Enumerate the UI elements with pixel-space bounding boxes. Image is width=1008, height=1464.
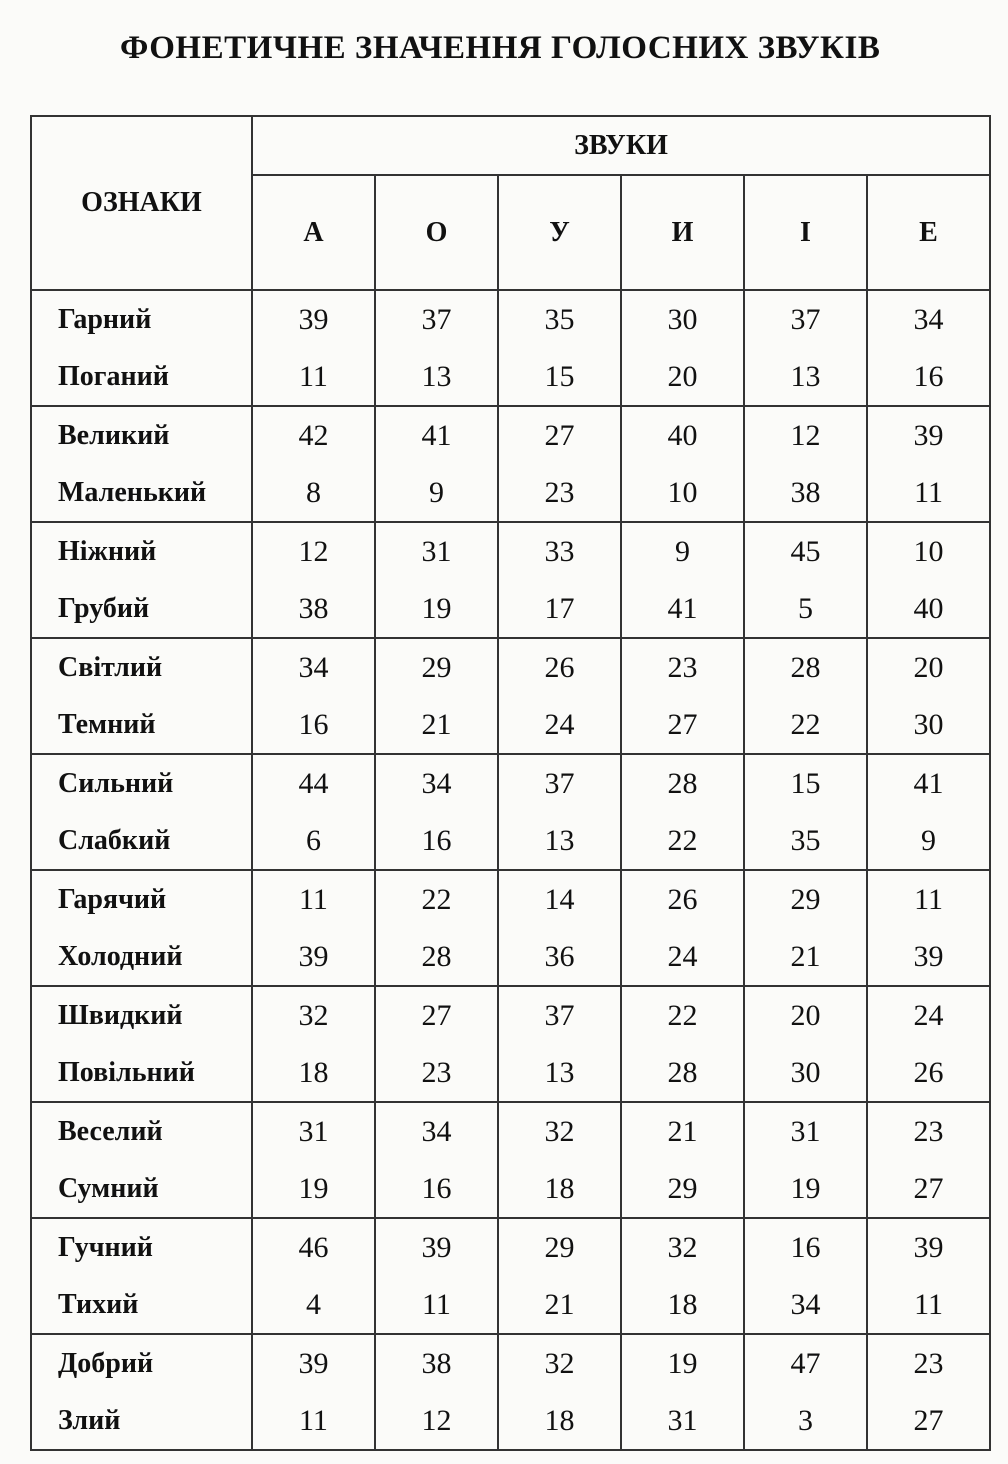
value: 41 — [667, 592, 698, 625]
feature-label: Гучний — [58, 1232, 153, 1263]
value: 29 — [421, 651, 452, 684]
value: 11 — [914, 1288, 943, 1321]
value: 23 — [421, 1056, 452, 1089]
value-pair-cell — [375, 1218, 498, 1334]
value: 6 — [306, 824, 321, 857]
value: 27 — [913, 1172, 944, 1205]
feature-pair-cell — [31, 986, 252, 1102]
value-pair-cell — [621, 1218, 744, 1334]
value-pair-cell — [621, 638, 744, 754]
value-pair-cell — [621, 986, 744, 1102]
feature-label: Слабкий — [58, 825, 171, 856]
value-pair-cell — [744, 870, 867, 986]
value-pair-cell — [252, 870, 375, 986]
value: 47 — [790, 1347, 821, 1380]
value: 12 — [421, 1404, 452, 1437]
value-pair-cell — [744, 986, 867, 1102]
value: 13 — [544, 824, 575, 857]
value: 16 — [421, 1172, 452, 1205]
value-pair-cell — [744, 1218, 867, 1334]
value: 24 — [667, 940, 698, 973]
value-pair-cell — [375, 870, 498, 986]
value: 13 — [544, 1056, 575, 1089]
value: 31 — [421, 535, 452, 568]
value: 26 — [667, 883, 698, 916]
value: 22 — [790, 708, 821, 741]
value: 34 — [913, 303, 944, 336]
value-pair-cell — [498, 1102, 621, 1218]
value: 12 — [298, 535, 329, 568]
feature-label: Тихий — [58, 1289, 139, 1320]
value-pair-cell — [744, 406, 867, 522]
value-pair-cell — [252, 1218, 375, 1334]
value: 21 — [667, 1115, 698, 1148]
value-pair-cell — [867, 1334, 990, 1450]
value: 29 — [790, 883, 821, 916]
value-pair-cell — [621, 870, 744, 986]
value: 14 — [544, 883, 575, 916]
feature-label: Добрий — [58, 1348, 154, 1379]
value: 16 — [421, 824, 452, 857]
value-pair-cell — [621, 406, 744, 522]
value-pair-cell — [375, 1102, 498, 1218]
value: 21 — [421, 708, 452, 741]
value: 39 — [421, 1231, 452, 1264]
feature-pair-cell — [31, 522, 252, 638]
feature-label: Великий — [58, 420, 170, 451]
feature-label: Гарячий — [58, 884, 167, 915]
value-pair-cell — [498, 870, 621, 986]
value: 36 — [544, 940, 575, 973]
letter-header: І — [744, 175, 867, 290]
value: 33 — [544, 535, 575, 568]
value: 20 — [913, 651, 944, 684]
value: 18 — [544, 1404, 575, 1437]
value-pair-cell — [621, 1334, 744, 1450]
value-pair-cell — [621, 1102, 744, 1218]
feature-label: Маленький — [58, 477, 207, 508]
value: 16 — [913, 360, 944, 393]
value-pair-cell — [252, 986, 375, 1102]
value: 46 — [298, 1231, 329, 1264]
value: 5 — [798, 592, 813, 625]
value-pair-cell — [621, 754, 744, 870]
value-pair-cell — [375, 290, 498, 406]
value: 23 — [913, 1347, 944, 1380]
value: 29 — [544, 1231, 575, 1264]
value: 45 — [790, 535, 821, 568]
value: 28 — [667, 1056, 698, 1089]
value: 17 — [544, 592, 575, 625]
feature-label: Сильний — [58, 768, 174, 799]
value: 3 — [798, 1404, 813, 1437]
value-pair-cell — [498, 986, 621, 1102]
value-pair-cell — [744, 754, 867, 870]
value: 42 — [298, 419, 329, 452]
value: 37 — [421, 303, 452, 336]
feature-pair-cell — [31, 290, 252, 406]
value: 31 — [790, 1115, 821, 1148]
feature-label: Повільний — [58, 1057, 195, 1088]
value-pair-cell — [375, 638, 498, 754]
feature-pair-cell — [31, 1334, 252, 1450]
table-row — [31, 1218, 990, 1334]
features-header: ОЗНАКИ — [31, 116, 252, 290]
value-pair-cell — [252, 406, 375, 522]
feature-label: Світлий — [58, 652, 163, 683]
value-pair-cell — [867, 1102, 990, 1218]
feature-label: Веселий — [58, 1116, 163, 1147]
value-pair-cell — [252, 1102, 375, 1218]
value: 19 — [790, 1172, 821, 1205]
feature-label: Поганий — [58, 361, 169, 392]
letter-header: У — [498, 175, 621, 290]
value-pair-cell — [744, 1334, 867, 1450]
value-pair-cell — [498, 754, 621, 870]
value: 41 — [913, 767, 944, 800]
feature-label: Темний — [58, 709, 156, 740]
value: 35 — [544, 303, 575, 336]
feature-label: Швидкий — [58, 1000, 183, 1031]
value: 28 — [667, 767, 698, 800]
value-pair-cell — [744, 290, 867, 406]
value-pair-cell — [498, 1334, 621, 1450]
value: 18 — [544, 1172, 575, 1205]
value-pair-cell — [867, 870, 990, 986]
value: 32 — [544, 1347, 575, 1380]
value: 16 — [298, 708, 329, 741]
value: 21 — [544, 1288, 575, 1321]
value-pair-cell — [621, 522, 744, 638]
value-pair-cell — [744, 522, 867, 638]
value-pair-cell — [375, 1334, 498, 1450]
value: 23 — [544, 476, 575, 509]
value: 20 — [790, 999, 821, 1032]
value-pair-cell — [867, 290, 990, 406]
value: 15 — [790, 767, 821, 800]
value: 11 — [299, 360, 328, 393]
value: 37 — [544, 767, 575, 800]
value-pair-cell — [744, 638, 867, 754]
header-row-top — [31, 116, 990, 175]
value: 13 — [421, 360, 452, 393]
value: 32 — [298, 999, 329, 1032]
value: 27 — [913, 1404, 944, 1437]
value-pair-cell — [498, 1218, 621, 1334]
table-row — [31, 1102, 990, 1218]
feature-pair-cell — [31, 406, 252, 522]
value-pair-cell — [375, 754, 498, 870]
value: 18 — [667, 1288, 698, 1321]
value: 9 — [675, 535, 690, 568]
letter-header: И — [621, 175, 744, 290]
value-pair-cell — [252, 754, 375, 870]
value: 31 — [298, 1115, 329, 1148]
value: 21 — [790, 940, 821, 973]
value-pair-cell — [498, 290, 621, 406]
letter-header: А — [252, 175, 375, 290]
value: 9 — [429, 476, 444, 509]
value: 22 — [421, 883, 452, 916]
value: 34 — [421, 767, 452, 800]
sounds-header: ЗВУКИ — [252, 116, 990, 175]
value-pair-cell — [867, 986, 990, 1102]
table-row — [31, 522, 990, 638]
value-pair-cell — [621, 290, 744, 406]
value: 8 — [306, 476, 321, 509]
value: 23 — [667, 651, 698, 684]
value: 9 — [921, 824, 936, 857]
table-body — [31, 116, 990, 1450]
table-row — [31, 754, 990, 870]
value: 28 — [790, 651, 821, 684]
value: 22 — [667, 824, 698, 857]
value: 26 — [913, 1056, 944, 1089]
value: 32 — [667, 1231, 698, 1264]
value-pair-cell — [498, 522, 621, 638]
value: 32 — [544, 1115, 575, 1148]
feature-pair-cell — [31, 870, 252, 986]
value: 29 — [667, 1172, 698, 1205]
value: 23 — [913, 1115, 944, 1148]
value: 11 — [914, 476, 943, 509]
feature-label: Грубий — [58, 593, 150, 624]
value-pair-cell — [375, 406, 498, 522]
value: 34 — [298, 651, 329, 684]
feature-label: Злий — [58, 1405, 121, 1436]
value: 11 — [914, 883, 943, 916]
value: 11 — [299, 883, 328, 916]
value: 15 — [544, 360, 575, 393]
value-pair-cell — [375, 986, 498, 1102]
value: 20 — [667, 360, 698, 393]
table-row — [31, 290, 990, 406]
value: 18 — [298, 1056, 329, 1089]
value-pair-cell — [252, 290, 375, 406]
feature-label: Гарний — [58, 304, 152, 335]
value: 27 — [421, 999, 452, 1032]
value: 38 — [421, 1347, 452, 1380]
feature-label: Холодний — [58, 941, 183, 972]
value: 19 — [421, 592, 452, 625]
value: 19 — [667, 1347, 698, 1380]
feature-pair-cell — [31, 1218, 252, 1334]
value: 34 — [421, 1115, 452, 1148]
value: 28 — [421, 940, 452, 973]
value: 39 — [298, 940, 329, 973]
value-pair-cell — [252, 522, 375, 638]
feature-label: Ніжний — [58, 536, 157, 567]
value: 10 — [667, 476, 698, 509]
feature-label: Сумний — [58, 1173, 159, 1204]
value-pair-cell — [252, 638, 375, 754]
value: 30 — [667, 303, 698, 336]
value-pair-cell — [867, 638, 990, 754]
value: 30 — [913, 708, 944, 741]
value-pair-cell — [375, 522, 498, 638]
value: 4 — [306, 1288, 321, 1321]
value: 22 — [667, 999, 698, 1032]
value-pair-cell — [867, 522, 990, 638]
value-pair-cell — [252, 1334, 375, 1450]
letter-header: О — [375, 175, 498, 290]
value-pair-cell — [498, 406, 621, 522]
value: 39 — [913, 1231, 944, 1264]
value: 41 — [421, 419, 452, 452]
value: 11 — [299, 1404, 328, 1437]
value-pair-cell — [867, 754, 990, 870]
value: 27 — [667, 708, 698, 741]
value-pair-cell — [867, 1218, 990, 1334]
value: 13 — [790, 360, 821, 393]
value: 44 — [298, 767, 329, 800]
table-row — [31, 870, 990, 986]
value: 39 — [913, 419, 944, 452]
value: 35 — [790, 824, 821, 857]
page-title: ФОНЕТИЧНЕ ЗНАЧЕННЯ ГОЛОСНИХ ЗВУКІВ — [120, 30, 881, 66]
value: 38 — [790, 476, 821, 509]
value: 24 — [544, 708, 575, 741]
value: 11 — [422, 1288, 451, 1321]
value-pair-cell — [867, 406, 990, 522]
table-row — [31, 1334, 990, 1450]
value: 10 — [913, 535, 944, 568]
value-pair-cell — [498, 638, 621, 754]
table-row — [31, 638, 990, 754]
table-row — [31, 986, 990, 1102]
value: 12 — [790, 419, 821, 452]
phonetic-table — [30, 115, 991, 1451]
value: 39 — [298, 1347, 329, 1380]
feature-pair-cell — [31, 638, 252, 754]
feature-pair-cell — [31, 1102, 252, 1218]
letter-header: Е — [867, 175, 990, 290]
value: 24 — [913, 999, 944, 1032]
value: 31 — [667, 1404, 698, 1437]
value: 30 — [790, 1056, 821, 1089]
value: 40 — [667, 419, 698, 452]
value: 38 — [298, 592, 329, 625]
value: 26 — [544, 651, 575, 684]
value: 37 — [544, 999, 575, 1032]
value: 40 — [913, 592, 944, 625]
table-row — [31, 406, 990, 522]
value: 19 — [298, 1172, 329, 1205]
feature-pair-cell — [31, 754, 252, 870]
value: 34 — [790, 1288, 821, 1321]
value: 37 — [790, 303, 821, 336]
value: 16 — [790, 1231, 821, 1264]
value-pair-cell — [744, 1102, 867, 1218]
value: 39 — [298, 303, 329, 336]
value: 39 — [913, 940, 944, 973]
value: 27 — [544, 419, 575, 452]
